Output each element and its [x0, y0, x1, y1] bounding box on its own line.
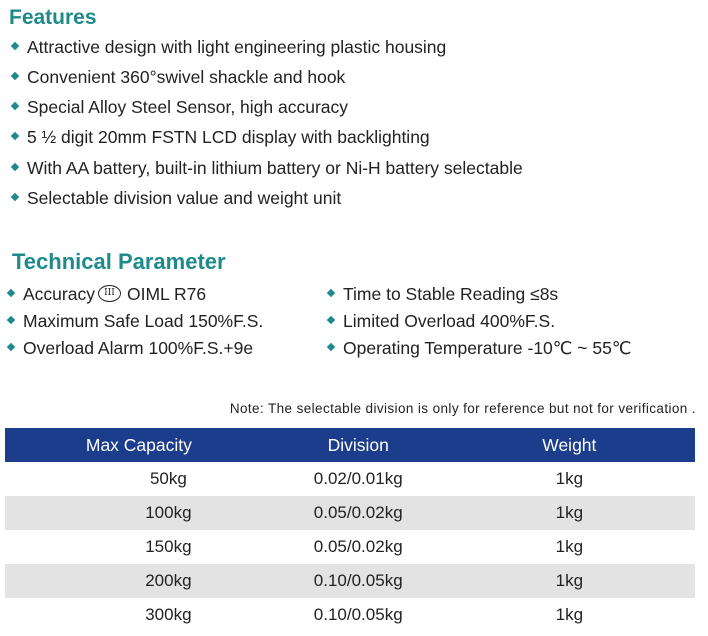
cell-max-capacity: 50kg	[5, 462, 273, 496]
reference-note: Note: The selectable division is only for reference but not for verification .	[229, 401, 696, 416]
operating-temperature-text: Operating Temperature -10℃ ~ 55℃	[343, 338, 632, 358]
param-max-safe-load	[8, 311, 263, 331]
param-limited-overload	[328, 311, 555, 331]
cell-max-capacity: 100kg	[5, 496, 273, 530]
table-row	[5, 496, 695, 530]
header-max-capacity: Max Capacity	[5, 428, 273, 462]
feature-text: Convenient 360°swivel shackle and hook	[27, 67, 346, 87]
cell-weight: 1kg	[444, 564, 695, 598]
diamond-bullet-icon	[7, 343, 15, 351]
feature-text: Selectable division value and weight unit	[27, 188, 342, 208]
cell-weight: 1kg	[444, 530, 695, 564]
cell-weight: 1kg	[444, 496, 695, 530]
param-accuracy	[8, 284, 206, 304]
table-row	[5, 564, 695, 598]
param-operating-temperature	[328, 338, 632, 358]
cell-max-capacity: 150kg	[5, 530, 273, 564]
feature-item	[12, 158, 523, 178]
feature-item	[12, 37, 446, 57]
cell-weight: 1kg	[444, 462, 695, 496]
feature-text: Attractive design with light engineering plastic housing	[27, 37, 447, 57]
diamond-bullet-icon	[11, 102, 19, 110]
header-weight: Weight	[444, 428, 695, 462]
header-division: Division	[273, 428, 444, 462]
table-header-row	[5, 428, 695, 462]
cell-division: 0.10/0.05kg	[273, 598, 444, 632]
feature-item	[12, 97, 348, 117]
accuracy-label: Accuracy	[23, 284, 95, 304]
max-safe-load-text: Maximum Safe Load 150%F.S.	[23, 311, 264, 331]
accuracy-value: OIML R76	[126, 284, 207, 304]
diamond-bullet-icon	[327, 343, 335, 351]
cell-max-capacity: 300kg	[5, 598, 273, 632]
diamond-bullet-icon	[11, 42, 19, 50]
limited-overload-text: Limited Overload 400%F.S.	[343, 311, 556, 331]
diamond-bullet-icon	[7, 289, 15, 297]
feature-text: 5 ½ digit 20mm FSTN LCD display with backlighting	[27, 127, 430, 147]
cell-division: 0.05/0.02kg	[273, 496, 444, 530]
cell-max-capacity: 200kg	[5, 564, 273, 598]
cell-weight: 1kg	[444, 598, 695, 632]
feature-item	[12, 67, 345, 87]
param-overload-alarm	[8, 338, 253, 358]
diamond-bullet-icon	[11, 132, 19, 140]
accuracy-class-icon: III	[98, 285, 121, 302]
feature-text: Special Alloy Steel Sensor, high accuracy	[27, 97, 349, 117]
technical-parameter-title: Technical Parameter	[12, 249, 226, 274]
diamond-bullet-icon	[327, 289, 335, 297]
cell-division: 0.05/0.02kg	[273, 530, 444, 564]
diamond-bullet-icon	[11, 72, 19, 80]
table-row	[5, 598, 695, 632]
feature-text: With AA battery, built-in lithium battery or Ni-H battery selectable	[27, 158, 523, 178]
time-to-stable-text: Time to Stable Reading ≤8s	[343, 284, 559, 304]
capacity-table	[5, 428, 695, 632]
diamond-bullet-icon	[11, 163, 19, 171]
diamond-bullet-icon	[11, 193, 19, 201]
table-row	[5, 530, 695, 564]
diamond-bullet-icon	[7, 316, 15, 324]
param-time-to-stable	[328, 284, 558, 304]
cell-division: 0.10/0.05kg	[273, 564, 444, 598]
table-row	[5, 462, 695, 496]
overload-alarm-text: Overload Alarm 100%F.S.+9e	[23, 338, 254, 358]
cell-division: 0.02/0.01kg	[273, 462, 444, 496]
diamond-bullet-icon	[327, 316, 335, 324]
feature-item	[12, 127, 430, 147]
feature-item	[12, 188, 341, 208]
features-title: Features	[9, 6, 97, 29]
